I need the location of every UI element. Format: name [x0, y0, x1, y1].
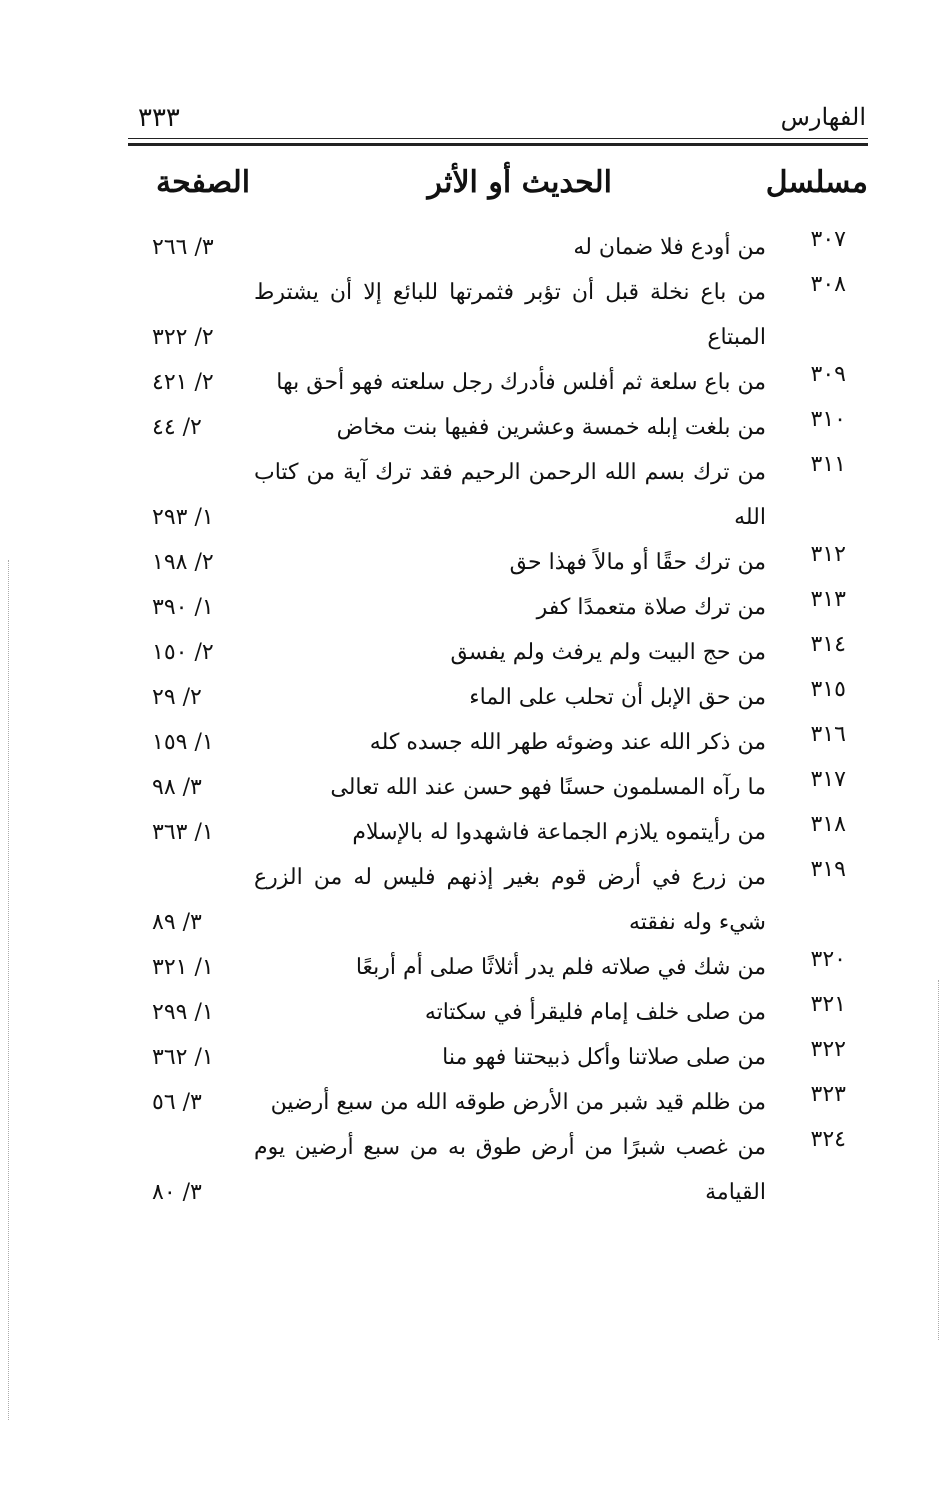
entry-text: من بلغت إبله خمسة وعشرين ففيها بنت مخاض: [336, 415, 766, 440]
entry-serial: ٣١٣: [810, 587, 846, 612]
running-title: الفهارس: [780, 103, 866, 131]
entry-serial: ٣١٨: [810, 812, 846, 837]
scan-edge-mark: [8, 560, 9, 1420]
entry-serial: ٣١٢: [810, 542, 846, 567]
column-headers: [128, 165, 868, 215]
index-entry: [128, 945, 868, 990]
index-entry: [128, 360, 868, 405]
running-head: [128, 103, 868, 139]
index-entry: [128, 765, 868, 810]
entry-page-ref: ٢/ ٤٤: [152, 415, 202, 440]
entry-text: من ترك حقًا أو مالاً فهذا حق: [509, 550, 766, 575]
entry-text: من ظلم قيد شبر من الأرض طوقه الله من سبع أرضين: [270, 1090, 766, 1115]
index-entry: [128, 1035, 868, 1080]
index-entry: [128, 1080, 868, 1125]
index-entry: [128, 855, 868, 945]
entry-text: من زرع في أرض قوم بغير إذنهم فليس له من الزرع شيء وله نفقته: [254, 865, 766, 935]
index-entry: [128, 225, 868, 270]
entry-serial: ٣٢١: [810, 992, 846, 1017]
index-entry: [128, 1125, 868, 1215]
text-column-header: الحديث أو الأثر: [427, 165, 612, 200]
entry-page-ref: ٣/ ٢٦٦: [152, 235, 214, 260]
entry-page-ref: ٢/ ٢٩: [152, 685, 202, 710]
entry-text: من صلى خلف إمام فليقرأ في سكتاته: [424, 1000, 766, 1025]
entry-text: من ترك بسم الله الرحمن الرحيم فقد ترك آية من كتاب الله: [254, 460, 766, 530]
entry-text: من غصب شبرًا من أرض طوق به من سبع أرضين يوم القيامة: [254, 1135, 766, 1205]
entry-page-ref: ٢/ ٣٢٢: [152, 325, 214, 350]
entry-text: من حج البيت ولم يرفث ولم يفسق: [450, 640, 766, 665]
index-entry: [128, 540, 868, 585]
entry-text: من أودع فلا ضمان له: [573, 235, 766, 260]
index-entry: [128, 810, 868, 855]
entry-page-ref: ٣/ ٨٩: [152, 910, 202, 935]
entry-text: من شك في صلاته فلم يدر أثلاثًا صلى أم أربعًا: [355, 955, 766, 980]
index-entry: [128, 675, 868, 720]
entry-page-ref: ١/ ٣٦٣: [152, 820, 214, 845]
scan-edge-mark: [938, 980, 939, 1340]
entry-serial: ٣٢٣: [810, 1082, 846, 1107]
index-entry: [128, 720, 868, 765]
entry-page-ref: ١/ ٣٢١: [152, 955, 214, 980]
entry-page-ref: ١/ ٢٩٩: [152, 1000, 214, 1025]
serial-column-header: مسلسل: [765, 165, 868, 200]
entry-serial: ٣١٩: [810, 857, 846, 882]
entry-serial: ٣١١: [810, 452, 846, 477]
entry-page-ref: ٢/ ١٩٨: [152, 550, 214, 575]
entry-text: من حق الإبل أن تحلب على الماء: [469, 685, 766, 710]
index-entries: [128, 225, 868, 1215]
entry-text: من ذكر الله عند وضوئه طهر الله جسده كله: [369, 730, 766, 755]
entry-page-ref: ٣/ ٩٨: [152, 775, 202, 800]
page-number: ٣٣٣: [138, 103, 180, 133]
header-rule-thick: [128, 143, 868, 146]
entry-page-ref: ٢/ ١٥٠: [152, 640, 214, 665]
entry-page-ref: ٢/ ٤٢١: [152, 370, 214, 395]
entry-text: ما رآه المسلمون حسنًا فهو حسن عند الله تعالى: [330, 775, 766, 800]
entry-page-ref: ١/ ٣٦٢: [152, 1045, 214, 1070]
entry-serial: ٣٠٧: [810, 227, 846, 252]
entry-serial: ٣٠٩: [810, 362, 846, 387]
entry-serial: ٣٢٠: [810, 947, 846, 972]
entry-text: من باع سلعة ثم أفلس فأدرك رجل سلعته فهو أحق بها: [276, 370, 766, 395]
entry-text: من ترك صلاة متعمدًا كفر: [536, 595, 766, 620]
entry-serial: ٣٢٢: [810, 1037, 846, 1062]
entry-serial: ٣١٥: [810, 677, 846, 702]
index-entry: [128, 270, 868, 360]
index-entry: [128, 630, 868, 675]
entry-text: من صلى صلاتنا وأكل ذبيحتنا فهو منا: [442, 1045, 766, 1070]
entry-text: من رأيتموه يلازم الجماعة فاشهدوا له بالإسلام: [352, 820, 766, 845]
page-column-header: الصفحة: [156, 165, 251, 200]
entry-page-ref: ١/ ١٥٩: [152, 730, 214, 755]
header-rule-thin: [128, 138, 868, 139]
entry-serial: ٣١٦: [810, 722, 846, 747]
index-entry: [128, 450, 868, 540]
entry-page-ref: ٣/ ٥٦: [152, 1090, 202, 1115]
entry-page-ref: ١/ ٢٩٣: [152, 505, 214, 530]
entry-text: من باع نخلة قبل أن تؤبر فثمرتها للبائع إلا أن يشترط المبتاع: [254, 280, 766, 350]
entry-serial: ٣١٠: [810, 407, 846, 432]
index-entry: [128, 990, 868, 1035]
index-page: [128, 0, 868, 1494]
entry-serial: ٣١٧: [810, 767, 846, 792]
entry-serial: ٣١٤: [810, 632, 846, 657]
entry-page-ref: ٣/ ٨٠: [152, 1180, 202, 1205]
index-entry: [128, 585, 868, 630]
entry-serial: ٣٠٨: [810, 272, 846, 297]
entry-page-ref: ١/ ٣٩٠: [152, 595, 214, 620]
index-entry: [128, 405, 868, 450]
entry-serial: ٣٢٤: [810, 1127, 846, 1152]
